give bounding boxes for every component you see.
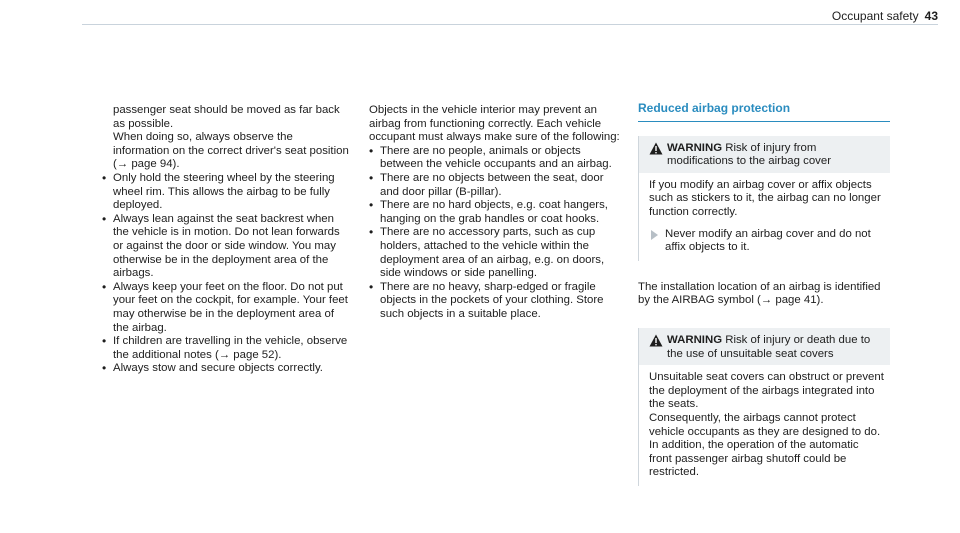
section-heading: Reduced airbag protection <box>638 102 890 122</box>
column-right <box>638 102 890 486</box>
warning-label: WARNING <box>667 333 723 346</box>
list-item: • Always keep your feet on the floor. Do not put your feet on the cockpit, for example. Your feet may otherwise be in the deployment area of the airbag. <box>102 281 352 335</box>
warning-triangle-icon <box>649 142 663 155</box>
column-left <box>102 104 352 376</box>
warning-header <box>639 328 890 365</box>
list-item: • There are no people, animals or objects between the vehicle occupants and an airbag. <box>369 145 624 172</box>
bullet-list <box>102 172 352 376</box>
list-item: • There are no heavy, sharp-edged or fragile objects in the pockets of your clothing. Store such objects in a suitable place. <box>369 281 624 322</box>
column-middle <box>369 104 624 322</box>
page-number: 43 <box>924 9 938 23</box>
warning-action-text: Never modify an airbag cover and do not affix objects to it. <box>665 227 871 254</box>
paragraph: The installation location of an airbag is identified by the AIRBAG symbol (→ page 41). <box>638 280 881 307</box>
warning-body: If you modify an airbag cover or affix objects such as stickers to it, the airbag can no longer function correctly. <box>649 178 881 218</box>
page-header <box>832 10 938 24</box>
warning-box <box>638 136 890 261</box>
warning-box <box>638 328 890 486</box>
paragraph: passenger seat should be moved as far back as possible. <box>113 104 340 130</box>
arrow-right-icon <box>651 230 658 240</box>
paragraph: Objects in the vehicle interior may prevent an airbag from functioning correctly. Each vehicle occupant must always make sure of the following: <box>369 104 620 144</box>
warning-body: Unsuitable seat covers can obstruct or prevent the deployment of the airbags integrated into the seats. <box>649 371 884 411</box>
warning-action <box>649 228 884 255</box>
list-item: • There are no accessory parts, such as cup holders, attached to the vehicle within the deployment area of an airbag, e.g. on doors, side windows or side panelling. <box>369 226 624 280</box>
list-item: • Always lean against the seat backrest when the vehicle is in motion. Do not lean forwards or against the door or side window. You may otherwise be in the deployment area of the airbags. <box>102 213 352 281</box>
paragraph: When doing so, always observe the information on the correct driver's seat position (→ page 94). <box>113 131 349 171</box>
bullet-list <box>369 145 624 322</box>
list-item: • There are no objects between the seat, door and door pillar (B-pillar). <box>369 172 624 199</box>
warning-triangle-icon <box>649 334 663 347</box>
list-item: • If children are travelling in the vehicle, observe the additional notes (→ page 52). <box>102 335 352 362</box>
warning-title: Risk of injury or death due to the use of unsuitable seat covers <box>667 333 871 360</box>
list-item: • Always stow and secure objects correctly. <box>102 362 352 376</box>
warning-header <box>639 136 890 173</box>
list-item: • There are no hard objects, e.g. coat hangers, hanging on the grab handles or coat hooks. <box>369 199 624 226</box>
warning-label: WARNING <box>667 141 723 154</box>
warning-title: Risk of injury from modifications to the airbag cover <box>667 141 831 168</box>
header-rule <box>82 24 938 25</box>
list-item: • Only hold the steering wheel by the steering wheel rim. This allows the airbag to be fully deployed. <box>102 172 352 213</box>
warning-body: Consequently, the airbags cannot protect vehicle occupants as they are designed to do. In addition, the operation of the automatic front passenger airbag shutoff could be restricted. <box>649 411 881 479</box>
section-title: Occupant safety <box>831 9 919 23</box>
